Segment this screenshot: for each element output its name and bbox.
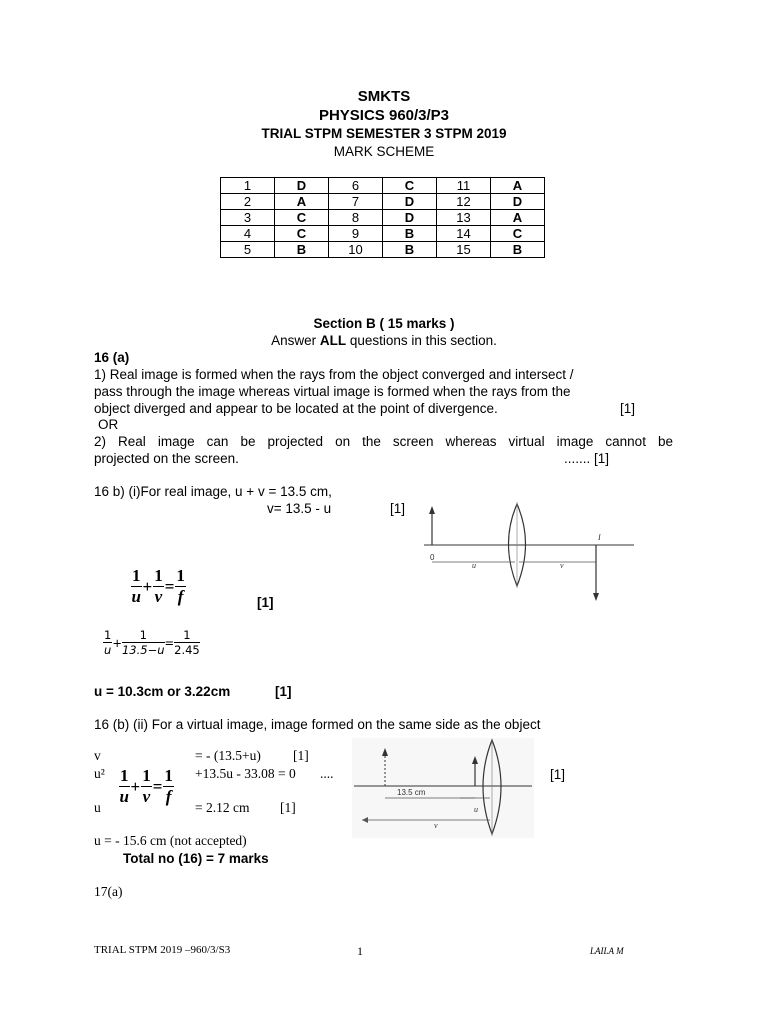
frac-1-over-u (131, 566, 142, 607)
diagram-background (352, 738, 534, 838)
answer-key: A (491, 210, 545, 226)
frac-denominator: v (142, 787, 151, 806)
image-label: I (598, 533, 601, 542)
frac-numerator: 1 (174, 628, 200, 643)
instr-pre: Answer (271, 333, 320, 348)
q16bii-row2-label: u² (94, 766, 105, 781)
answer-row (221, 210, 545, 226)
q16a-mark2: ....... [1] (564, 451, 610, 466)
answer-key: B (383, 226, 437, 242)
answer-key: D (383, 210, 437, 226)
v-label: v (434, 821, 438, 830)
q16bii-row2-mark: [1] (550, 767, 566, 782)
frac-1-over-2.45 (174, 628, 200, 657)
frac-denominator: u (104, 643, 112, 657)
question-number: 7 (329, 194, 383, 210)
q16a-line5: projected on the screen. (94, 451, 239, 466)
instr-post: questions in this section. (346, 333, 497, 348)
frac-1-over-v (141, 766, 152, 807)
answer-row (221, 178, 545, 194)
frac-denominator: 13.5−u (121, 643, 165, 657)
q16a-line1: 1) Real image is formed when the rays from the object converged and intersect / (94, 367, 574, 382)
frac-denominator: f (177, 587, 184, 606)
footer-left: TRIAL STPM 2019 –960/3/S3 (94, 944, 231, 956)
u-label: u (474, 805, 478, 814)
q16bii-intro: 16 (b) (ii) For a virtual image, image formed on the same side as the object (94, 717, 541, 732)
frac-numerator: 1 (104, 628, 112, 642)
q16bi-line2: v= 13.5 - u (267, 501, 332, 516)
answer-table (220, 177, 545, 258)
q16bii-row1-expr: = - (13.5+u) (195, 748, 261, 763)
frac-numerator: 1 (122, 628, 165, 643)
q16bii-row2-expr: +13.5u - 33.08 = 0 (195, 766, 296, 781)
q16bii-row1-label: v (94, 748, 101, 763)
question-number: 4 (221, 226, 275, 242)
frac-numerator: 1 (154, 566, 163, 585)
frac-numerator: 1 (164, 766, 173, 785)
frac-1-over-u (119, 766, 130, 807)
equals-sign: = (152, 776, 163, 796)
answer-key: D (275, 178, 329, 194)
question-number: 10 (329, 242, 383, 258)
question-number: 2 (221, 194, 275, 210)
doc-type: MARK SCHEME (333, 144, 435, 159)
q16-total: Total no (16) = 7 marks (123, 851, 269, 866)
answer-key: B (491, 242, 545, 258)
frac-denominator: u (131, 587, 141, 606)
frac-numerator: 1 (142, 766, 151, 785)
equals-sign: = (164, 576, 175, 596)
frac-1-over-f (163, 766, 174, 807)
question-number: 12 (437, 194, 491, 210)
plus-sign: + (112, 635, 122, 650)
virtual-image-lens-diagram (352, 738, 534, 838)
question-number: 13 (437, 210, 491, 226)
real-image-lens-diagram (420, 498, 640, 602)
answer-key: C (383, 178, 437, 194)
lens-equation-virtual (118, 766, 175, 807)
lens-eq-mark: [1] (257, 595, 274, 610)
section-b-instruction (0, 333, 768, 348)
question-number: 11 (437, 178, 491, 194)
q16bii-not-accepted: u = - 15.6 cm (not accepted) (94, 833, 247, 848)
answer-row (221, 194, 545, 210)
q16bi-answer-mark: [1] (275, 684, 292, 699)
frac-denominator: u (119, 787, 129, 806)
substituted-equation (103, 628, 200, 657)
frac-numerator: 1 (176, 566, 185, 585)
distance-label: 13.5 cm (397, 788, 426, 797)
object-arrowhead (429, 506, 435, 514)
q16bii-row3-label: u (94, 800, 101, 815)
instr-bold: ALL (319, 333, 347, 348)
answer-key: A (491, 178, 545, 194)
u-label: u (472, 561, 476, 570)
q17a-label: 17(a) (94, 884, 123, 899)
frac-1-over-13.5-minus-u (122, 628, 165, 657)
equals-sign: = (164, 635, 175, 650)
frac-denominator: v (154, 587, 163, 606)
question-number: 15 (437, 242, 491, 258)
question-number: 9 (329, 226, 383, 242)
answer-key: C (491, 226, 545, 242)
q16bii-row1-mark: [1] (293, 748, 309, 763)
plus-sign: + (142, 576, 153, 596)
answer-key: C (275, 226, 329, 242)
q16bii-row2-dots: .... (320, 766, 334, 781)
frac-1-over-f (175, 566, 186, 607)
q16bii-row3-mark: [1] (280, 800, 296, 815)
answer-key: D (491, 194, 545, 210)
exam-title: TRIAL STPM SEMESTER 3 STPM 2019 (261, 126, 507, 141)
q16a-or: OR (98, 417, 119, 432)
answer-key: B (383, 242, 437, 258)
frac-denominator: 2.45 (174, 643, 200, 657)
subject-title: PHYSICS 960/3/P3 (318, 107, 450, 124)
q16a-line3: object diverged and appear to be located at the point of divergence. (94, 401, 498, 416)
answer-key: C (275, 210, 329, 226)
frac-1-over-v (153, 566, 164, 607)
answer-key: A (275, 194, 329, 210)
page-number: 1 (357, 944, 363, 958)
answer-key: B (275, 242, 329, 258)
q16bi-line1: 16 b) (i)For real image, u + v = 13.5 cm, (94, 484, 332, 499)
q16a-line2: pass through the image whereas virtual image is formed when the rays from the (94, 384, 571, 399)
footer-right: LAILA M (590, 946, 624, 956)
answer-row (221, 226, 545, 242)
question-number: 8 (329, 210, 383, 226)
school-name: SMKTS (357, 88, 411, 105)
v-label: v (560, 561, 564, 570)
image-arrowhead (593, 593, 599, 601)
q16bii-row3-expr: = 2.12 cm (195, 800, 250, 815)
origin-label: 0 (430, 553, 435, 562)
frac-numerator: 1 (120, 766, 129, 785)
question-number: 14 (437, 226, 491, 242)
lens-equation (130, 566, 187, 607)
frac-1-over-u (103, 628, 112, 657)
question-number: 5 (221, 242, 275, 258)
q16a-mark1: [1] (620, 401, 636, 416)
q16a-label: 16 (a) (94, 350, 130, 365)
q16bi-answer: u = 10.3cm or 3.22cm (94, 684, 231, 699)
q16a-line4: 2) Real image can be projected on the screen whereas virtual image cannot be (94, 434, 673, 449)
answer-row (221, 242, 545, 258)
question-number: 1 (221, 178, 275, 194)
question-number: 3 (221, 210, 275, 226)
frac-denominator: f (165, 787, 172, 806)
q16bi-mark1: [1] (390, 501, 406, 516)
answer-key: D (383, 194, 437, 210)
section-b-title: Section B ( 15 marks ) (313, 316, 455, 331)
frac-numerator: 1 (132, 566, 141, 585)
plus-sign: + (130, 776, 141, 796)
question-number: 6 (329, 178, 383, 194)
